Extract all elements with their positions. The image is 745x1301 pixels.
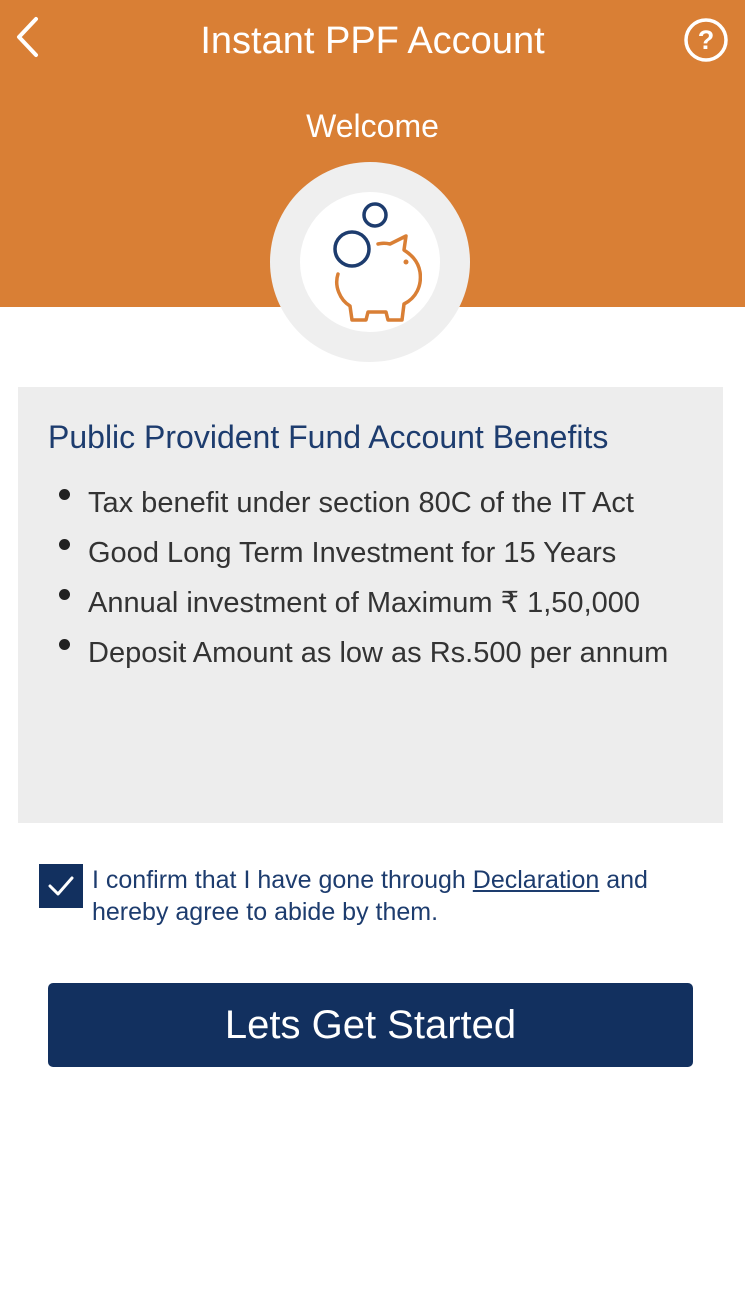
benefit-text: Deposit Amount as low as Rs.500 per annum [88, 637, 669, 669]
benefits-title: Public Provident Fund Account Benefits [48, 419, 609, 455]
declaration-link[interactable]: Declaration [472, 866, 600, 894]
consent-checkbox[interactable] [39, 864, 83, 908]
benefits-list [48, 483, 688, 683]
help-button[interactable] [682, 16, 730, 64]
list-item [48, 583, 688, 623]
piggy-bank-coins-icon [318, 202, 422, 322]
svg-text:?: ? [697, 25, 715, 55]
benefits-card [18, 387, 723, 823]
question-circle-icon [683, 17, 729, 63]
benefit-text: Tax benefit under section 80C of the IT Act [88, 487, 634, 519]
get-started-button[interactable]: Lets Get Started [48, 983, 693, 1067]
bullet-icon [59, 489, 70, 500]
list-item [48, 533, 688, 573]
bullet-icon [59, 639, 70, 650]
logo-badge [270, 162, 470, 362]
checkmark-icon [47, 874, 75, 898]
consent-text-after: and hereby agree to abide by them. [92, 866, 648, 926]
consent-text [92, 864, 702, 928]
bullet-icon [59, 539, 70, 550]
benefit-text: Annual investment of Maximum ₹ 1,50,000 [88, 587, 641, 619]
benefit-text: Good Long Term Investment for 15 Years [88, 537, 617, 569]
bullet-icon [59, 589, 70, 600]
welcome-text: Welcome [306, 108, 439, 144]
consent-text-before: I confirm that I have gone through [92, 866, 473, 894]
page-title: Instant PPF Account [200, 20, 545, 62]
list-item [48, 633, 688, 673]
list-item [48, 483, 688, 523]
